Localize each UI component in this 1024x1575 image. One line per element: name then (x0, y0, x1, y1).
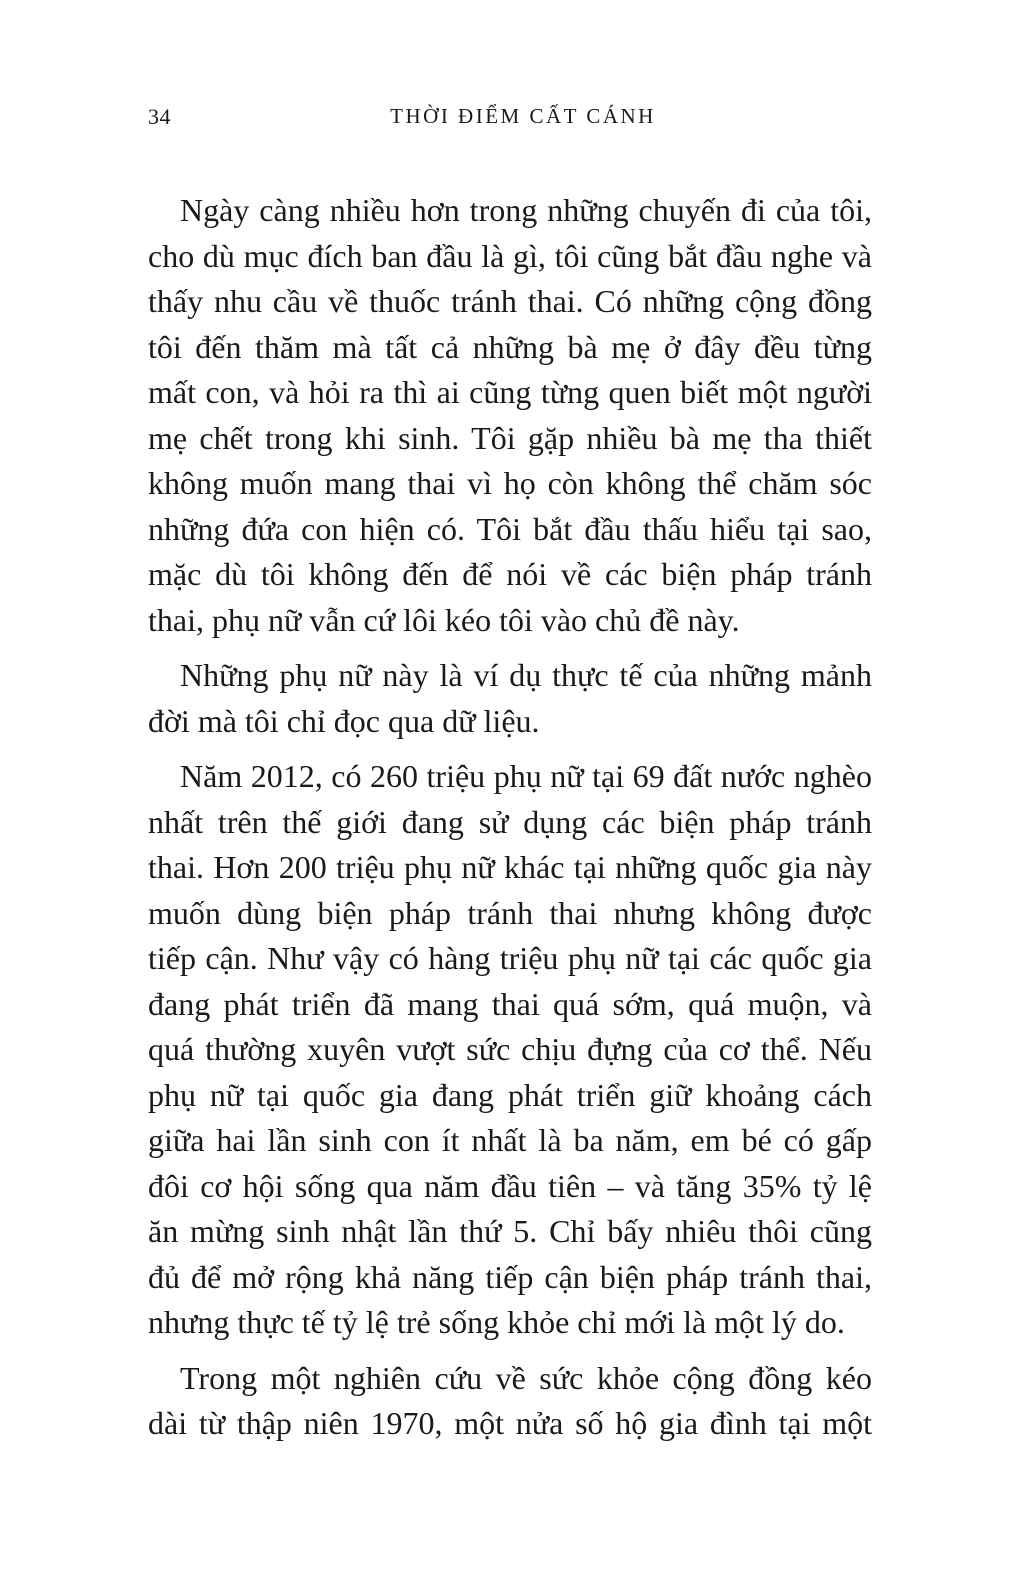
text-line: nhất trên thế giới đang sử dụng các biện pháp tránh (148, 803, 872, 840)
text-line: đủ để mở rộng khả năng tiếp cận biện pháp tránh thai, (148, 1258, 872, 1295)
text-line: đôi cơ hội sống qua năm đầu tiên – và tăng 35% tỷ lệ (148, 1167, 872, 1204)
text-line: ăn mừng sinh nhật lần thứ 5. Chỉ bấy nhiêu thôi cũng (148, 1213, 872, 1249)
text-line: Những phụ nữ này là ví dụ thực tế của những mảnh (180, 657, 872, 693)
paragraph-4 (148, 1356, 872, 1447)
page-number: 34 (148, 104, 171, 129)
text-line: tiếp cận. Như vậy có hàng triệu phụ nữ tại các quốc gia (148, 940, 872, 976)
text-line: tôi đến thăm mà tất cả những bà mẹ ở đây đều từng (148, 328, 872, 365)
text-line: quá thường xuyên vượt sức chịu đựng của cơ thể. Nếu (148, 1031, 872, 1067)
text-line: thai, phụ nữ vẫn cứ lôi kéo tôi vào chủ đề này. (148, 601, 740, 638)
paragraph-3 (148, 754, 872, 1346)
text-line: không muốn mang thai vì họ còn không thể chăm sóc (148, 465, 872, 501)
text-line: cho dù mục đích ban đầu là gì, tôi cũng bắt đầu nghe và (148, 237, 872, 274)
text-line: giữa hai lần sinh con ít nhất là ba năm, em bé có gấp (148, 1122, 872, 1158)
paragraph-2 (148, 653, 872, 744)
text-line: Trong một nghiên cứu về sức khỏe cộng đồng kéo (180, 1359, 872, 1396)
text-line: nhưng thực tế tỷ lệ trẻ sống khỏe chỉ mới là một lý do. (148, 1304, 845, 1340)
text-line: thấy nhu cầu về thuốc tránh thai. Có những cộng đồng (148, 283, 872, 319)
text-line: dài từ thập niên 1970, một nửa số hộ gia đình tại một (148, 1405, 872, 1441)
text-line: đang phát triển đã mang thai quá sớm, quá muộn, và (148, 985, 872, 1022)
text-line: mẹ chết trong khi sinh. Tôi gặp nhiều bà mẹ tha thiết (148, 419, 872, 456)
text-line: Ngày càng nhiều hơn trong những chuyến đi của tôi, (180, 192, 872, 228)
text-line: mất con, và hỏi ra thì ai cũng từng quen biết một người (148, 374, 872, 410)
text-line: đời mà tôi chỉ đọc qua dữ liệu. (148, 702, 540, 739)
text-line: những đứa con hiện có. Tôi bắt đầu thấu hiểu tại sao, (148, 510, 872, 547)
text-line: thai. Hơn 200 triệu phụ nữ khác tại những quốc gia này (148, 849, 872, 885)
running-title: THỜI ĐIỂM CẤT CÁNH (390, 104, 656, 128)
text-line: muốn dùng biện pháp tránh thai nhưng không được (148, 894, 872, 931)
paragraph-1 (148, 188, 872, 643)
running-header (148, 104, 872, 134)
text-line: Năm 2012, có 260 triệu phụ nữ tại 69 đất nước nghèo (180, 758, 872, 794)
body-text (148, 188, 872, 1457)
text-line: mặc dù tôi không đến để nói về các biện pháp tránh (148, 556, 872, 592)
text-line: phụ nữ tại quốc gia đang phát triển giữ khoảng cách (148, 1076, 872, 1113)
